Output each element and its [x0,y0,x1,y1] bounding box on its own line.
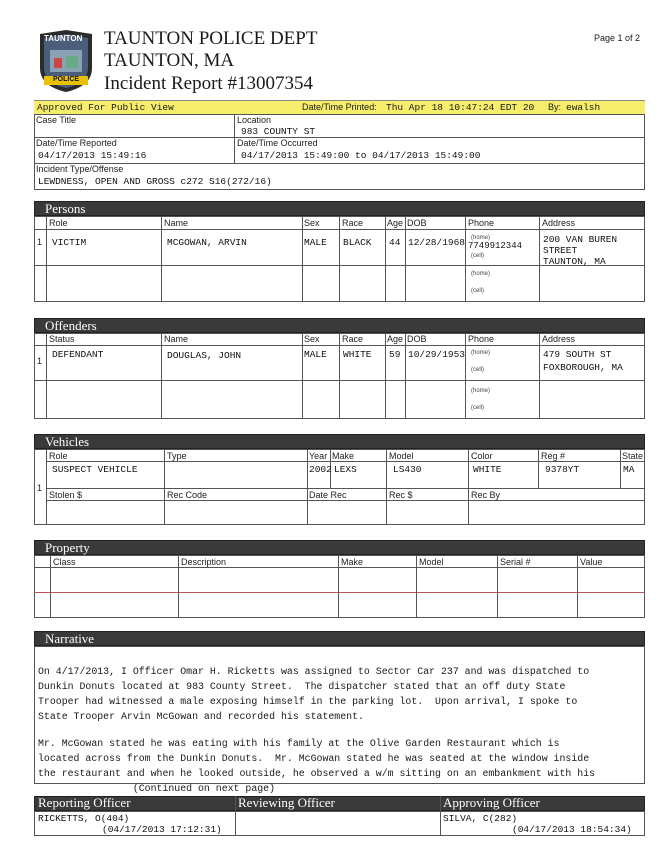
vehicles-col-reg: Reg # [541,451,566,461]
vehicles-year: 2002 [309,464,332,475]
vehicles-col-state: State [622,451,644,461]
narrative-line: located across from the Dunkin Donuts. Mr. McGowan stated he was seated at the window inside [38,753,590,764]
narrative-header-bar [34,631,645,646]
police-badge-logo [36,28,96,94]
approval-bar [34,100,645,115]
narrative-title: Narrative [45,631,95,646]
approval-status: Approved For Public View [37,102,174,113]
persons-row-number: 1 [37,237,43,247]
narrative-line: Dunkin Donuts located at 983 County Street. The dispatcher stated that an off duty State [38,681,566,692]
printed-value: Thu Apr 18 10:47:24 EDT 20 [386,102,535,113]
property-header-bar [34,540,645,555]
occurred-label: Date/Time Occurred [237,138,318,148]
reporting-officer-name: RICKETTS, O(404) [38,813,130,824]
persons-row2-home-label: (home) [471,271,491,277]
vehicles-model: LS430 [393,464,422,475]
vehicles-col-color: Color [471,451,493,461]
persons-col-age: Age [387,218,404,228]
persons-addr-2: STREET [543,245,578,256]
persons-addr-1: 200 VAN BUREN [543,234,618,245]
persons-sex: MALE [304,237,327,248]
persons-role: VICTIM [52,237,87,248]
property-table [34,555,645,618]
offenders-name: DOUGLAS, JOHN [167,350,242,361]
vehicles-col-type: Type [167,451,187,461]
vehicles-col-rec-by: Rec By [471,490,501,500]
persons-race: BLACK [343,237,372,248]
printed-by-value: ewalsh [566,102,601,113]
persons-dob: 12/28/1968 [408,237,466,248]
offenders-row2-home-label: (home) [471,388,491,394]
vehicles-make: LEXS [334,464,357,475]
persons-header-bar [34,201,645,216]
offenders-age: 59 [389,349,401,360]
reporting-officer-label: Reporting Officer [38,795,131,810]
persons-col-dob: DOB [407,218,427,228]
incident-type-label: Incident Type/Offense [36,164,124,174]
approving-officer-date: (04/17/2013 18:54:34) [512,824,632,835]
vehicles-header-bar [34,434,645,449]
persons-col-sex: Sex [304,218,320,228]
vehicles-col-make: Make [332,451,355,461]
persons-row2-cell-label: (cell) [471,288,484,294]
property-col-make: Make [341,557,364,567]
reviewing-officer-label: Reviewing Officer [238,795,335,810]
vehicles-col-rec-code: Rec Code [167,490,208,500]
offenders-col-age: Age [387,334,404,344]
page-indicator: Page 1 of 2 [594,33,641,43]
offenders-addr-2: FOXBOROUGH, MA [543,362,623,373]
vehicles-color: WHITE [473,464,502,475]
offenders-title: Offenders [45,318,97,333]
incident-type-value: LEWDNESS, OPEN AND GROSS c272 S16(272/16) [38,176,272,187]
offenders-col-race: Race [342,334,364,344]
vehicles-role: SUSPECT VEHICLE [52,464,138,475]
persons-name: MCGOWAN, ARVIN [167,237,247,248]
offenders-phone-cell-label: (cell) [471,367,484,373]
badge-bottom-text: POLICE [53,76,80,83]
offenders-col-phone: Phone [468,334,495,344]
vehicles-col-model: Model [389,451,414,461]
vehicles-title: Vehicles [45,434,90,449]
printed-by-label: By: [548,102,562,112]
reported-value: 04/17/2013 15:49:16 [38,150,147,161]
vehicles-row-number: 1 [37,483,43,493]
offenders-col-address: Address [542,334,576,344]
persons-col-phone: Phone [468,218,495,228]
dept-name: TAUNTON POLICE DEPT [104,28,318,49]
offenders-col-dob: DOB [407,334,427,344]
vehicles-col-stolen: Stolen $ [49,490,83,500]
narrative-line: the restaurant and when he looked outside, he observed a w/m sitting on an embankment with his [38,768,596,779]
offenders-col-name: Name [164,334,189,344]
offenders-phone-home-label: (home) [471,350,491,356]
persons-phone-home-label: (home) [471,235,491,241]
offenders-dob: 10/29/1953 [408,349,466,360]
vehicles-col-rec-amount: Rec $ [389,490,413,500]
vehicles-col-year: Year [309,451,328,461]
persons-col-address: Address [542,218,576,228]
property-title: Property [45,540,90,555]
narrative-line: Mr. McGowan stated he was eating with his family at the Olive Garden Restaurant which is [38,738,560,749]
property-col-serial: Serial # [500,557,531,567]
narrative-line: Trooper had witnessed a male exposing himself in the parking lot. Upon arrival, I spoke to [38,696,578,707]
narrative-line [38,724,595,736]
persons-col-race: Race [342,218,364,228]
reporting-officer-date: (04/17/2013 17:12:31) [102,824,222,835]
persons-title: Persons [45,201,86,216]
narrative-line: On 4/17/2013, I Officer Omar H. Ricketts was assigned to Sector Car 237 and was dispatched to [38,666,590,677]
reported-label: Date/Time Reported [36,138,117,148]
property-col-model: Model [419,557,444,567]
offenders-col-status: Status [49,334,75,344]
approving-officer-label: Approving Officer [443,795,540,810]
vehicles-state: MA [623,464,635,475]
offenders-row2-cell-label: (cell) [471,405,484,411]
persons-addr-3: TAUNTON, MA [543,256,606,267]
offenders-row-number: 1 [37,356,43,366]
badge-top-text: TAUNTON [44,34,83,43]
report-number: Incident Report #13007354 [104,73,313,94]
offenders-sex: MALE [304,349,327,360]
persons-col-name: Name [164,218,189,228]
offenders-header-bar [34,318,645,333]
narrative-text [38,649,595,811]
vehicles-col-date-rec: Date Rec [309,490,347,500]
case-title-label: Case Title [36,115,77,125]
offenders-addr-1: 479 SOUTH ST [543,349,612,360]
location-value: 983 COUNTY ST [241,126,316,137]
persons-phone-cell-label: (cell) [471,253,484,259]
persons-phone-home: 7749912344 [468,241,523,251]
property-col-value: Value [580,557,603,567]
offenders-col-sex: Sex [304,334,320,344]
property-col-class: Class [53,557,76,567]
dept-city: TAUNTON, MA [104,50,235,71]
property-col-description: Description [181,557,227,567]
vehicles-col-role: Role [49,451,68,461]
occurred-value: 04/17/2013 15:49:00 to 04/17/2013 15:49:00 [241,150,481,161]
location-label: Location [237,115,272,125]
offenders-status: DEFENDANT [52,349,104,360]
vehicles-reg: 9378YT [545,464,580,475]
approving-officer-name: SILVA, C(282) [443,813,518,824]
narrative-line: (Continued on next page) [38,783,276,794]
persons-col-role: Role [49,218,68,228]
persons-age: 44 [389,237,401,248]
narrative-line: State Trooper Arvin McGowan and recorded his statement. [38,711,364,722]
offenders-race: WHITE [343,349,372,360]
printed-label: Date/Time Printed: [302,102,377,112]
